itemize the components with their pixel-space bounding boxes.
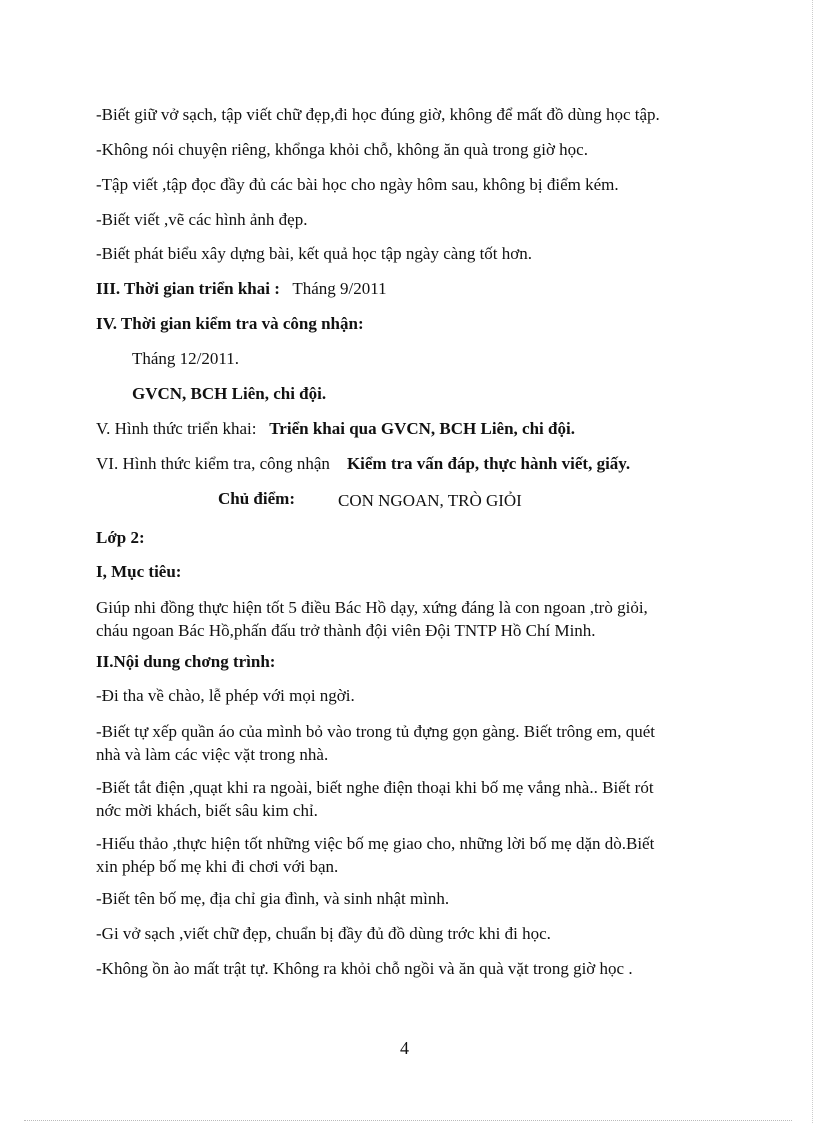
theme-label: Chủ điểm: [218,489,295,508]
bullet-line: -Biết viết ,vẽ các hình ảnh đẹp. [96,210,308,229]
program-item-line: -Biết tự xếp quần áo của mình bỏ vào trong tủ đựng gọn gàng. Biết trông em, quét [96,722,656,741]
page-number: 4 [400,1038,409,1058]
goal-line: Giúp nhi đồng thực hiện tốt 5 điều Bác Hồ dạy, xứng đáng là con ngoan ,trò giỏi, [96,598,648,617]
program-item: -Gi vở sạch ,viết chữ đẹp, chuẩn bị đầy đủ đồ dùng trớc khi đi học. [96,924,551,943]
section-4-who: GVCN, BCH Liên, chi đội. [132,384,327,403]
program-heading: II.Nội dung chơng trình: [96,652,276,671]
bullet-line: -Biết giữ vở sạch, tập viết chữ đẹp,đi học đúng giờ, không để mất đồ dùng học tập. [96,105,660,124]
bullet-line: -Tập viết ,tập đọc đầy đủ các bài học cho ngày hôm sau, không bị điểm kém. [96,175,619,194]
goal-heading: I, Mục tiêu: [96,562,182,581]
section-5-value: Triển khai qua GVCN, BCH Liên, chi đội. [269,419,575,438]
program-item-line: nhà và làm các việc vặt trong nhà. [96,745,329,764]
program-item-line: nớc mời khách, biết sâu kim chỉ. [96,801,318,820]
section-5 [96,418,575,440]
program-item [96,720,736,766]
section-4-label: IV. Thời gian kiểm tra và công nhận: [96,314,364,333]
program-item: -Biết tên bố mẹ, địa chỉ gia đình, và sinh nhật mình. [96,889,450,908]
page-right-border [812,0,813,1123]
section-5-label: V. Hình thức triển khai: [96,419,257,438]
section-3 [96,278,387,300]
goal-paragraph [96,596,736,642]
program-item [96,776,736,822]
program-item-line: -Biết tắt điện ,quạt khi ra ngoài, biết nghe điện thoại khi bố mẹ vắng nhà.. Biết rót [96,778,654,797]
bullet-line: -Biết phát biểu xây dựng bài, kết quả học tập ngày càng tốt hơn. [96,244,533,263]
program-item-line: xin phép bố mẹ khi đi chơi với bạn. [96,857,339,876]
section-3-label: III. Thời gian triển khai : [96,279,280,298]
theme-value: CON NGOAN, TRÒ GIỎI [338,491,522,510]
program-item-line: -Hiếu thảo ,thực hiện tốt những việc bố mẹ giao cho, những lời bố mẹ dặn dò.Biết [96,834,655,853]
bullet-line: -Không nói chuyện riêng, khổnga khỏi chỗ, không ăn quà trong giờ học. [96,140,588,159]
section-3-value: Tháng 9/2011 [292,279,387,298]
program-item: -Đi tha về chào, lễ phép với mọi ngời. [96,686,355,705]
section-4-value: Tháng 12/2011. [132,349,240,368]
section-6 [96,453,630,475]
page-bottom-border [24,1120,792,1121]
section-6-label: VI. Hình thức kiểm tra, công nhận [96,454,330,473]
class-heading: Lớp 2: [96,528,145,547]
goal-line: cháu ngoan Bác Hồ,phấn đấu trở thành đội viên Đội TNTP Hồ Chí Minh. [96,621,596,640]
section-6-value: Kiểm tra vấn đáp, thực hành viết, giấy. [346,454,631,473]
program-item: -Không ồn ào mất trật tự. Không ra khỏi chỗ ngồi và ăn quà vặt trong giờ học . [96,959,633,978]
program-item [96,832,736,878]
